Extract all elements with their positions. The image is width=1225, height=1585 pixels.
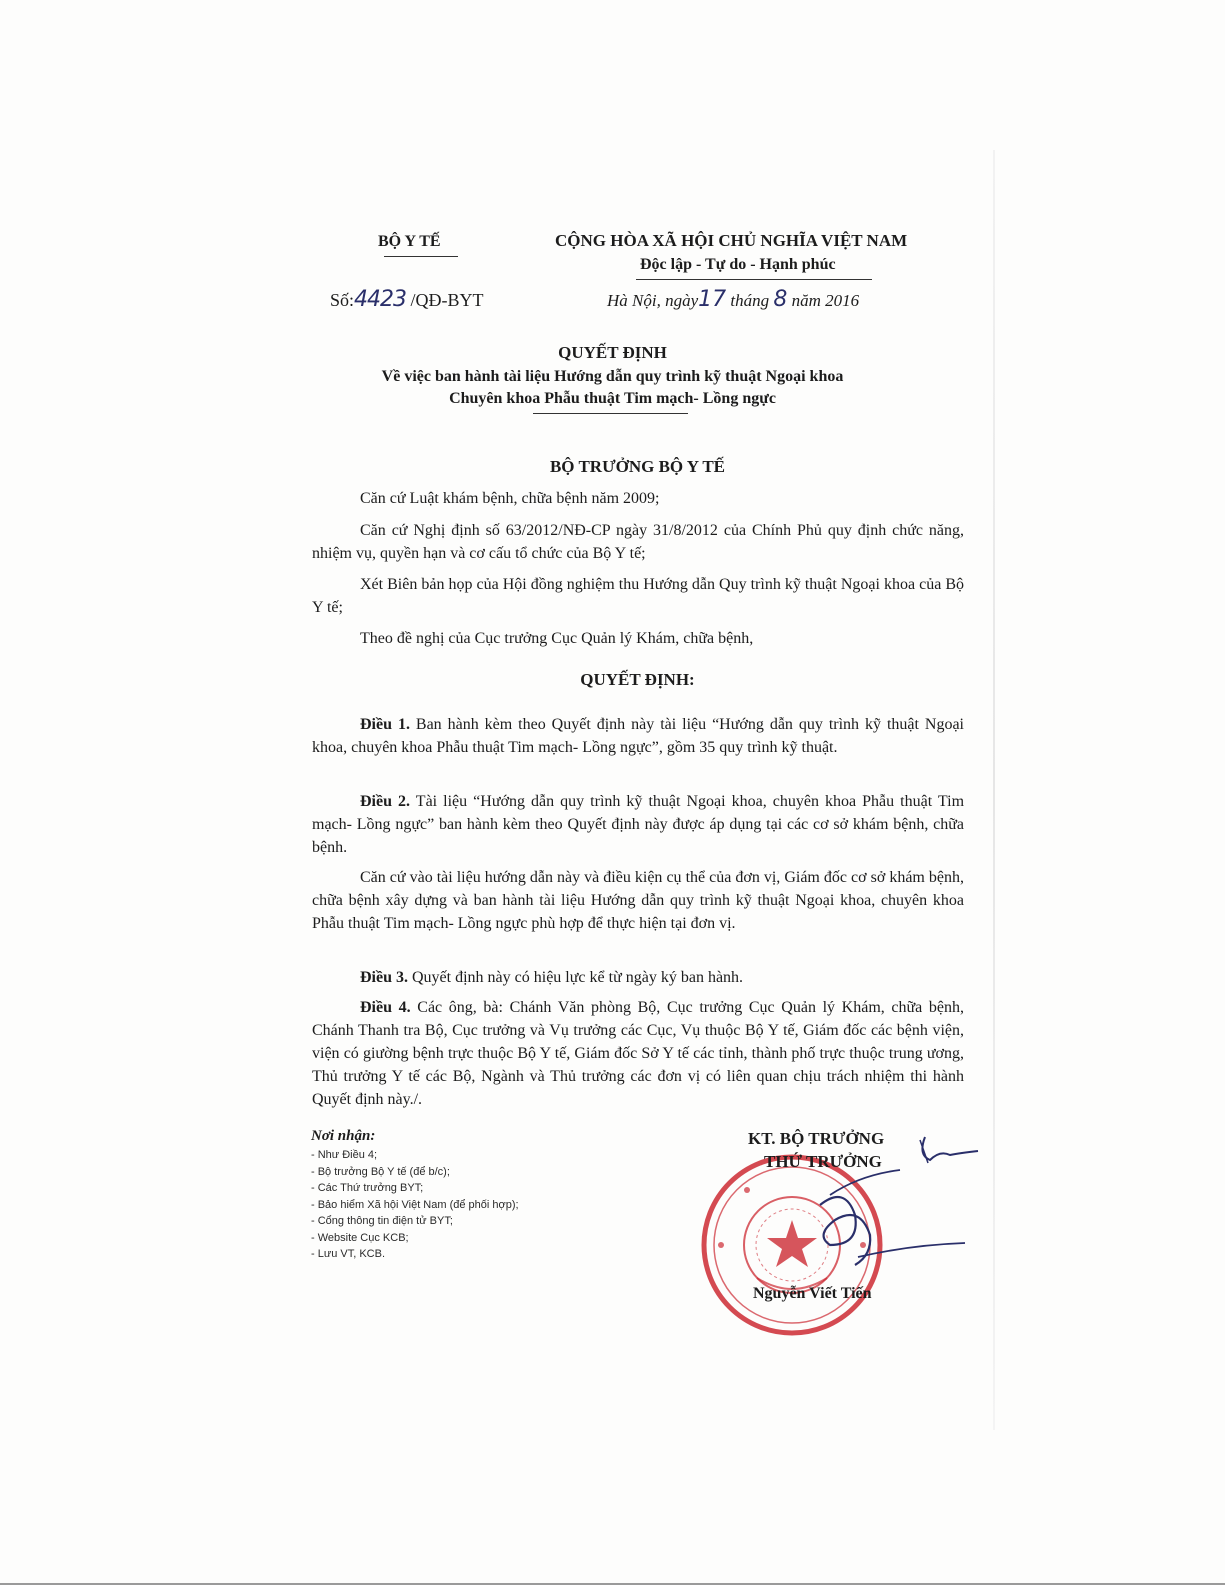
recipient-item: - Bộ trưởng Bộ Y tế (để b/c); <box>311 1165 450 1178</box>
subtitle-underline <box>533 413 688 414</box>
article-label: Điều 2. <box>360 793 411 810</box>
ground-paragraph: Căn cứ Luật khám bệnh, chữa bệnh năm 2009; <box>360 490 660 507</box>
recipient-item: - Như Điều 4; <box>311 1149 378 1161</box>
scan-edge <box>993 150 995 1430</box>
recipient-item: - Bảo hiểm Xã hội Việt Nam (để phối hợp); <box>311 1198 519 1211</box>
article-3 <box>312 966 964 989</box>
ground-paragraph: Theo đề nghị của Cục trưởng Cục Quản lý Khám, chữa bệnh, <box>360 630 754 647</box>
decision-subtitle-line1: Về việc ban hành tài liệu Hướng dẫn quy trình kỹ thuật Ngoại khoa <box>381 368 844 385</box>
article-label: Điều 1. <box>360 716 410 733</box>
signer-name: Nguyễn Viết Tiến <box>753 1285 872 1302</box>
article-label: Điều 3. <box>360 969 408 986</box>
ground-paragraph: Căn cứ Nghị định số 63/2012/NĐ-CP ngày 31/8/2012 của Chính Phủ quy định chức năng, nhiệm vụ, quyền hạn và cơ cấu tổ chức của Bộ Y tế; <box>312 522 964 562</box>
handwritten-signature <box>800 1125 980 1285</box>
doc-number-handwritten: 4423 <box>354 287 407 312</box>
article-2-paragraph <box>312 866 964 935</box>
recipient-item: - Website Cục KCB; <box>311 1231 409 1244</box>
document-number <box>330 287 484 312</box>
article-1 <box>312 713 964 759</box>
article-2 <box>312 790 964 859</box>
national-motto: Độc lập - Tự do - Hạnh phúc <box>640 256 836 273</box>
date-line <box>607 287 859 312</box>
recipient-item: - Cổng thông tin điện tử BYT; <box>311 1215 453 1227</box>
date-day-handwritten: 17 <box>698 287 727 312</box>
date-month-word: tháng <box>730 291 770 310</box>
article-text: Các ông, bà: Chánh Văn phòng Bộ, Cục trưởng Cục Quản lý Khám, chữa bệnh, Chánh Thanh tra Bộ, Cục trưởng và Vụ trưởng các Cục, Vụ thuộc Bộ Y tế, Giám đốc các bệnh viện, viện có giường bệnh trực thuộc Bộ Y tế, Giám đốc Sở Y tế các tỉnh, thành phố trực thuộc trung ương, Thủ trưởng Y tế các Bộ, Ngành và Thủ trưởng các đơn vị có liên quan chịu trách nhiệm thi hành Quyết định này./. <box>312 999 964 1108</box>
decision-subtitle-line2: Chuyên khoa Phẫu thuật Tim mạch- Lồng ngực <box>449 390 776 407</box>
doc-number-prefix: Số: <box>330 290 355 310</box>
signature-title: KT. BỘ TRƯỞNG <box>748 1129 885 1148</box>
recipient-item: - Các Thứ trưởng BYT; <box>311 1182 424 1194</box>
article-4 <box>312 996 964 1111</box>
decision-heading: QUYẾT ĐỊNH: <box>580 670 695 689</box>
date-month-handwritten: 8 <box>773 287 788 312</box>
recipients-title: Nơi nhận: <box>311 1128 376 1144</box>
date-year: năm 2016 <box>791 291 860 310</box>
motto-underline <box>636 279 872 280</box>
date-prefix: Hà Nội, ngày <box>607 291 699 310</box>
article-text: Tài liệu “Hướng dẫn quy trình kỹ thuật Ngoại khoa, chuyên khoa Phẫu thuật Tim mạch- Lồng ngực” ban hành kèm theo Quyết định này được áp dụng tại các cơ sở khám bệnh, chữa bệnh. <box>312 793 965 856</box>
ministry-underline <box>384 256 458 257</box>
decision-title: QUYẾT ĐỊNH <box>558 343 667 362</box>
recipient-item: - Lưu VT, KCB. <box>311 1248 385 1260</box>
doc-number-suffix: /QĐ-BYT <box>410 290 484 310</box>
article-text: Quyết định này có hiệu lực kể từ ngày ký ban hành. <box>408 969 744 986</box>
recipients-block <box>311 1128 641 1263</box>
article-text: Căn cứ vào tài liệu hướng dẫn này và điều kiện cụ thể của đơn vị, Giám đốc cơ sở khám bệnh, chữa bệnh xây dựng và ban hành tài liệu Hướng dẫn quy trình kỹ thuật Ngoại khoa, chuyên khoa Phẫu thuật Tim mạch- Lồng ngực phù hợp để thực hiện tại đơn vị. <box>312 869 964 932</box>
country-name: CỘNG HÒA XÃ HỘI CHỦ NGHĨA VIỆT NAM <box>555 231 908 250</box>
issuer-heading: BỘ TRƯỞNG BỘ Y TẾ <box>549 457 726 476</box>
article-label: Điều 4. <box>360 999 411 1016</box>
signature-subtitle: THỨ TRƯỞNG <box>764 1152 882 1171</box>
ministry-name: BỘ Y TẾ <box>378 233 441 250</box>
article-text: Ban hành kèm theo Quyết định này tài liệu “Hướng dẫn quy trình kỹ thuật Ngoại khoa, chuyên khoa Phẫu thuật Tim mạch- Lồng ngực”, gồm 35 quy trình kỹ thuật. <box>312 716 964 756</box>
ground-paragraph: Xét Biên bản họp của Hội đồng nghiệm thu Hướng dẫn Quy trình kỹ thuật Ngoại khoa của Bộ Y tế; <box>312 576 964 616</box>
